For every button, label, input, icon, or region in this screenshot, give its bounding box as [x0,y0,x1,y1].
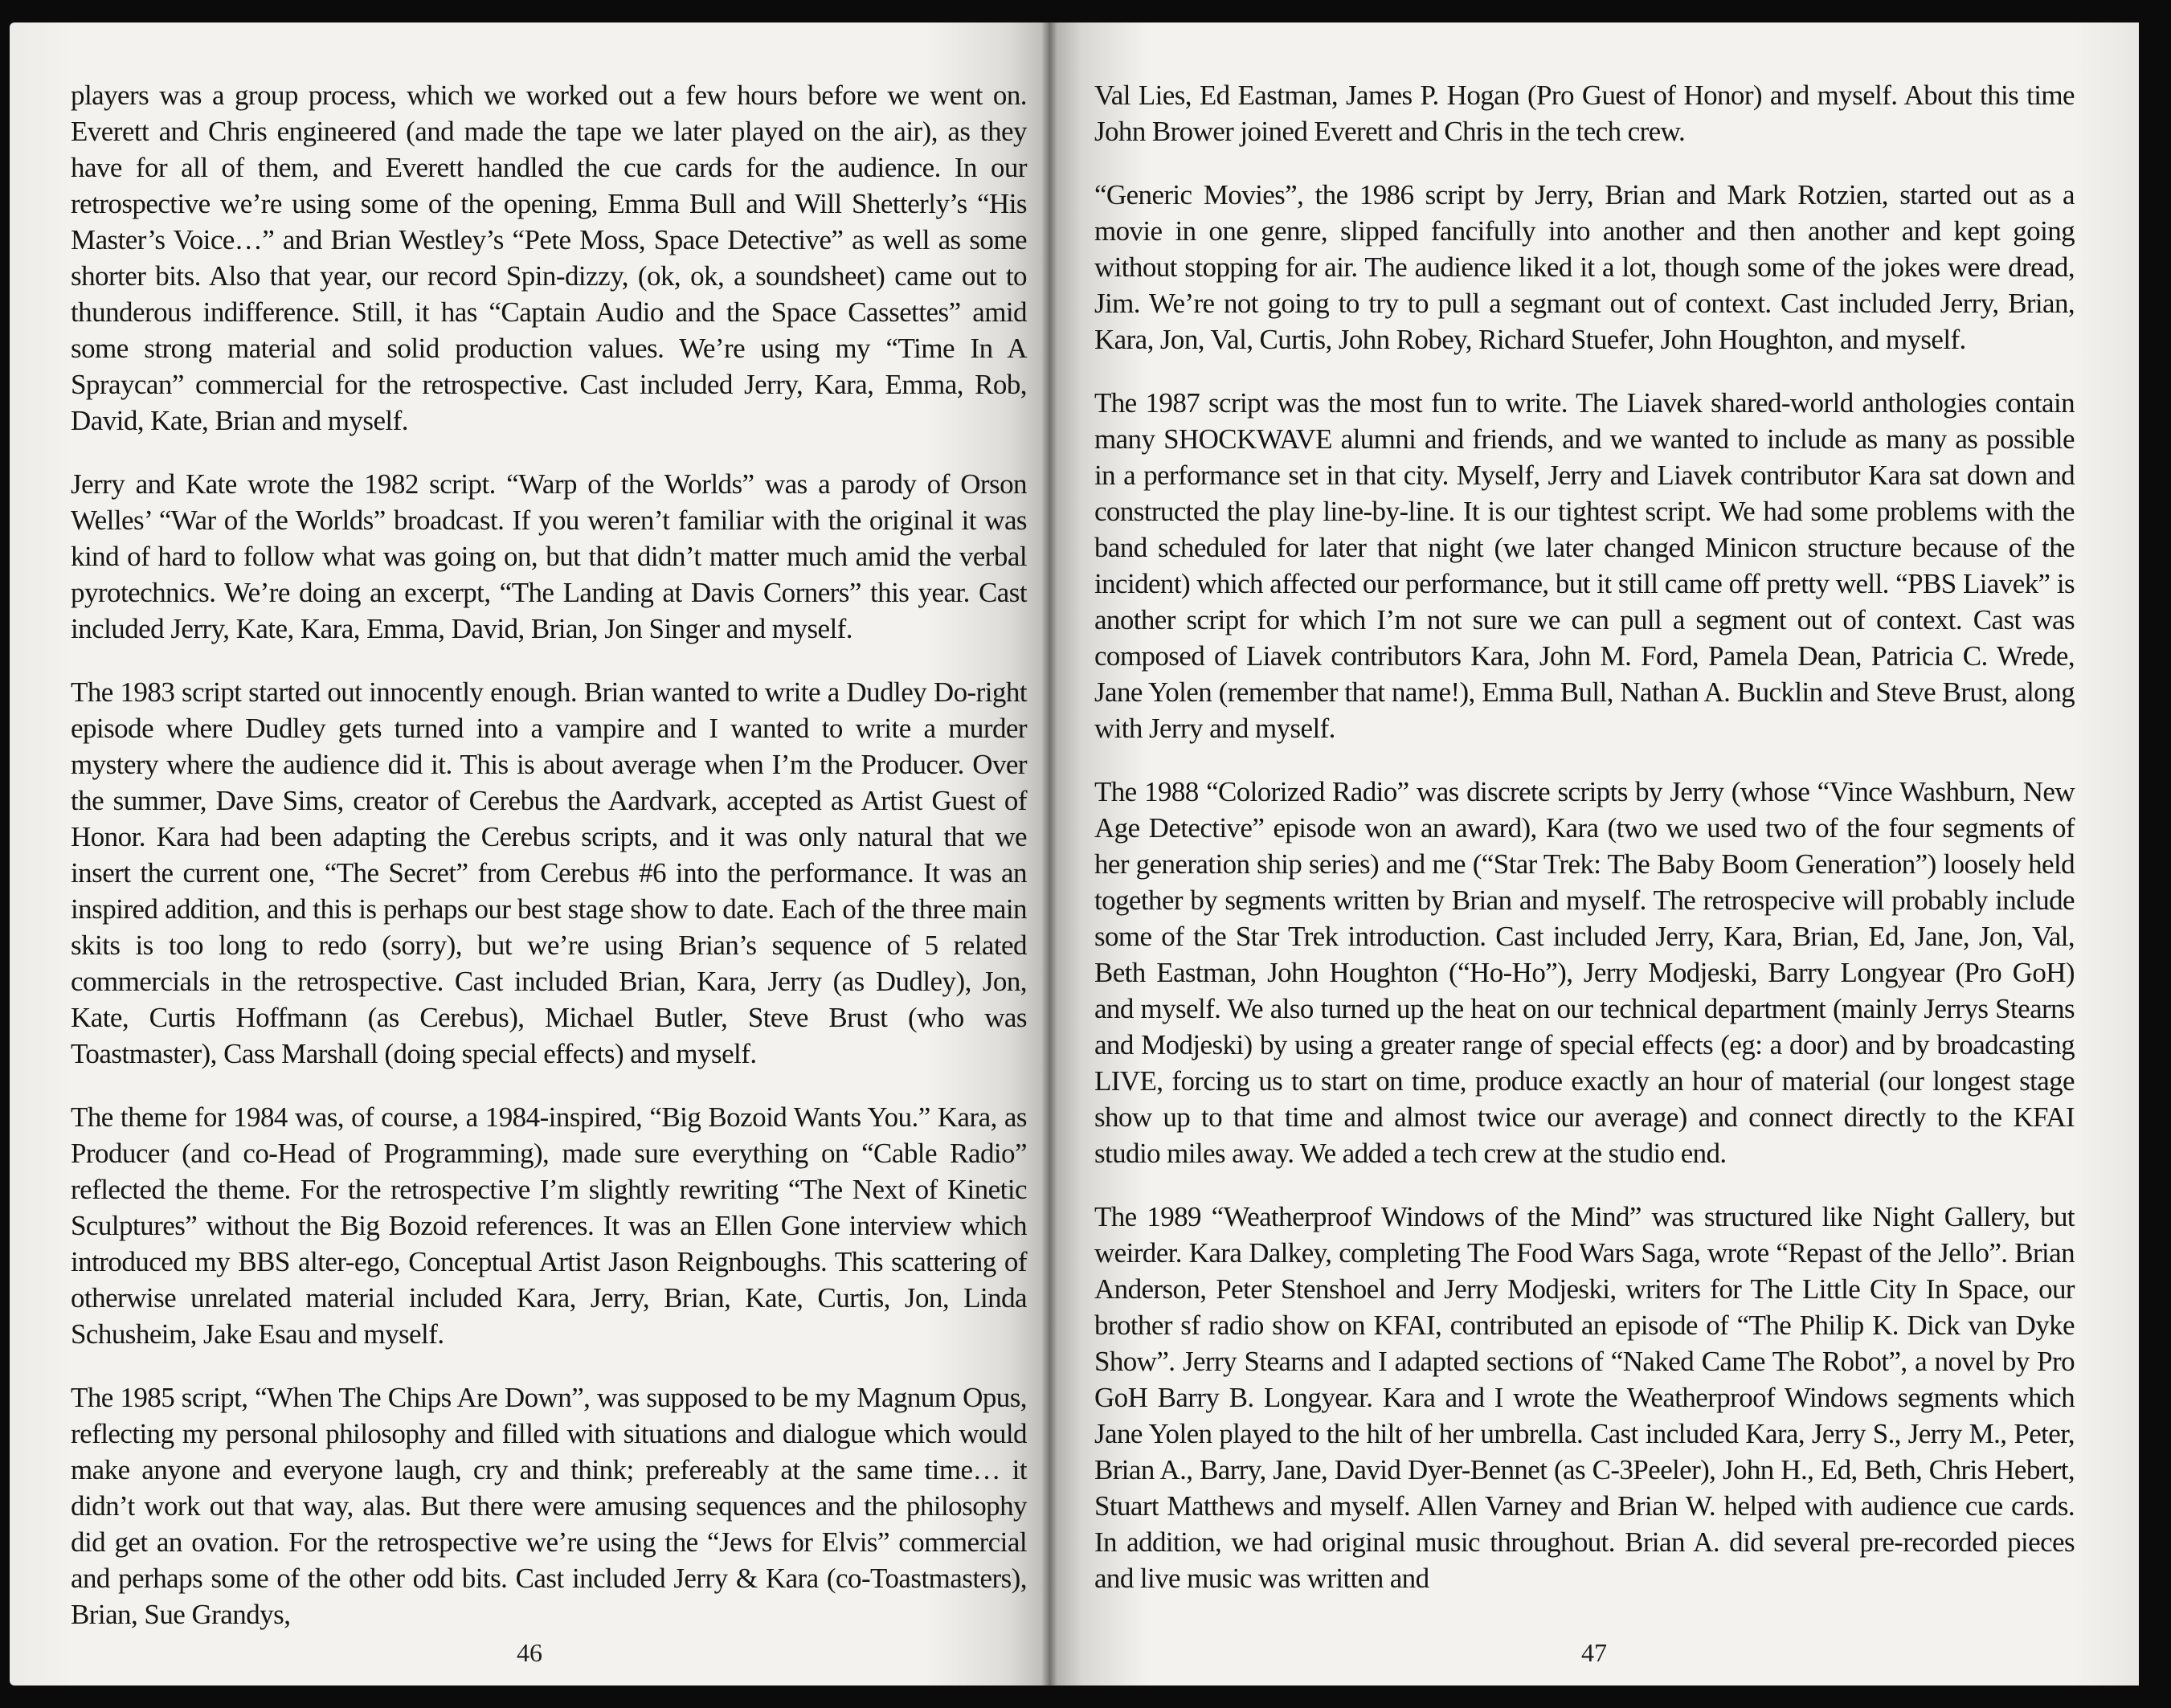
left-page [10,22,1049,1686]
left-text-column [71,77,1027,1660]
paragraph: The 1983 script started out innocently enough. Brian wanted to write a Dudley Do-right episode where Dudley gets turned into a vampire and I wanted to write a murder mystery where the audience did it. This is about average when I’m the Producer. Over the summer, Dave Sims, creator of Cerebus the Aardvark, accepted as Artist Guest of Honor. Kara had been adapting the Cerebus scripts, and it was only natural that we insert the current one, “The Secret” from Cerebus #6 into the performance. It was an inspired addition, and this is perhaps our best stage show to date. Each of the three main skits is too long to redo (sorry), but we’re using Brian’s sequence of 5 related commercials in the retrospective. Cast included Brian, Kara, Jerry (as Dudley), Jon, Kate, Curtis Hoffmann (as Cerebus), Michael Butler, Steve Brust (who was Toastmaster), Cass Marshall (doing special effects) and myself. [71,676,1027,1069]
paragraph: The theme for 1984 was, of course, a 1984-inspired, “Big Bozoid Wants You.” Kara, as Producer (and co-Head of Programming), made sure everything on “Cable Radio” reflected the theme. For the retrospective I’m slightly rewriting “The Next of Kinetic Sculptures” without the Big Bozoid references. It was an Ellen Gone interview which introduced my BBS alter-ego, Conceptual Artist Jason Reignboughs. This scattering of otherwise unrelated material included Kara, Jerry, Brian, Kate, Curtis, Jon, Linda Schusheim, Jake Esau and myself. [71,1101,1027,1350]
paragraph: The 1985 script, “When The Chips Are Down”, was supposed to be my Magnum Opus, reflecting my personal philosophy and filled with situations and dialogue which would make anyone and everyone laugh, cry and think; prefereably at the same time… it didn’t work out that way, alas. But there were amusing sequences and the philosophy did get an ovation. For the retrospective we’re using the “Jews for Elvis” commercial and perhaps some of the other odd bits. Cast included Jerry & Kara (co-Toastmasters), Brian, Sue Grandys, [71,1382,1027,1630]
paragraph: “Generic Movies”, the 1986 script by Jerry, Brian and Mark Rotzien, started out as a movie in one genre, slipped fancifully into another and then another and kept going without stopping for air. The audience liked it a lot, though some of the jokes were dread, Jim. We’re not going to try to pull a segmant out of context. Cast included Jerry, Brian, Kara, Jon, Val, Curtis, John Robey, Richard Stuefer, John Houghton, and myself. [1094,179,2075,355]
right-page [1049,22,2139,1686]
right-text-column [1094,77,2075,1624]
book-gutter [1041,22,1057,1686]
paragraph: Val Lies, Ed Eastman, James P. Hogan (Pro Guest of Honor) and myself. About this time John Brower joined Everett and Chris in the tech crew. [1094,80,2075,147]
paragraph: players was a group process, which we worked out a few hours before we went on. Everett and Chris engineered (and made the tape we later played on the air), as they have for all of them, and Everett handled the cue cards for the audience. In our retrospective we’re using some of the opening, Emma Bull and Will Shetterly’s “His Master’s Voice…” and Brian Westley’s “Pete Moss, Space Detective” as well as some shorter bits. Also that year, our record Spin-dizzy, (ok, ok, a soundsheet) came out to thunderous indifference. Still, it has “Captain Audio and the Space Cassettes” amid some strong material and solid production values. We’re using my “Time In A Spraycan” commercial for the retrospective. Cast included Jerry, Kara, Emma, Rob, David, Kate, Brian and myself. [71,80,1027,436]
page-number: 46 [517,1638,542,1667]
page-number: 47 [1581,1638,1607,1667]
paragraph: The 1989 “Weatherproof Windows of the Mind” was structured like Night Gallery, but weirder. Kara Dalkey, completing The Food Wars Saga, wrote “Repast of the Jello”. Brian Anderson, Peter Stenshoel and Jerry Modjeski, writers for The Little City In Space, our brother sf radio show on KFAI, contributed an episode of “The Philip K. Dick van Dyke Show”. Jerry Stearns and I adapted sections of “Naked Came The Robot”, a novel by Pro GoH Barry B. Longyear. Kara and I wrote the Weatherproof Windows segments which Jane Yolen played to the hilt of her umbrella. Cast included Kara, Jerry S., Jerry M., Peter, Brian A., Barry, Jane, David Dyer-Bennet (as C-3Peeler), John H., Ed, Beth, Chris Hebert, Stuart Matthews and myself. Allen Varney and Brian W. helped with audience cue cards. In addition, we had original music throughout. Brian A. did several pre-recorded pieces and live music was written and [1094,1201,2075,1594]
paragraph: The 1988 “Colorized Radio” was discrete scripts by Jerry (whose “Vince Washburn, New Age Detective” episode won an award), Kara (two we used two of the four segments of her generation ship series) and me (“Star Trek: The Baby Boom Generation”) loosely held together by segments written by Brian and myself. The retrospecive will probably include some of the Star Trek introduction. Cast included Jerry, Kara, Brian, Ed, Jane, Jon, Val, Beth Eastman, John Houghton (“Ho-Ho”), Jerry Modjeski, Barry Longyear (Pro GoH) and myself. We also turned up the heat on our technical department (mainly Jerrys Stearns and Modjeski) by using a greater range of special effects (eg: a door) and by broadcasting LIVE, forcing us to start on time, produce exactly an hour of material (our longest stage show up to that time and almost twice our average) and connect directly to the KFAI studio miles away. We added a tech crew at the studio end. [1094,776,2075,1169]
paragraph: Jerry and Kate wrote the 1982 script. “Warp of the Worlds” was a parody of Orson Welles’ “War of the Worlds” broadcast. If you weren’t familiar with the original it was kind of hard to follow what was going on, but that didn’t matter much amid the verbal pyrotechnics. We’re doing an excerpt, “The Landing at Davis Corners” this year. Cast included Jerry, Kate, Kara, Emma, David, Brian, Jon Singer and myself. [71,468,1027,644]
paragraph: The 1987 script was the most fun to write. The Liavek shared-world anthologies contain many SHOCKWAVE alumni and friends, and we wanted to include as many as possible in a performance set in that city. Myself, Jerry and Liavek contributor Kara sat down and constructed the play line-by-line. It is our tightest script. We had some problems with the band scheduled for later that night (we later changed Minicon structure because of the incident) which affected our performance, but it still came off pretty well. “PBS Liavek” is another script for which I’m not sure we can pull a segment out of context. Cast was composed of Liavek contributors Kara, John M. Ford, Pamela Dean, Patricia C. Wrede, Jane Yolen (remember that name!), Emma Bull, Nathan A. Bucklin and Steve Brust, along with Jerry and myself. [1094,387,2075,744]
